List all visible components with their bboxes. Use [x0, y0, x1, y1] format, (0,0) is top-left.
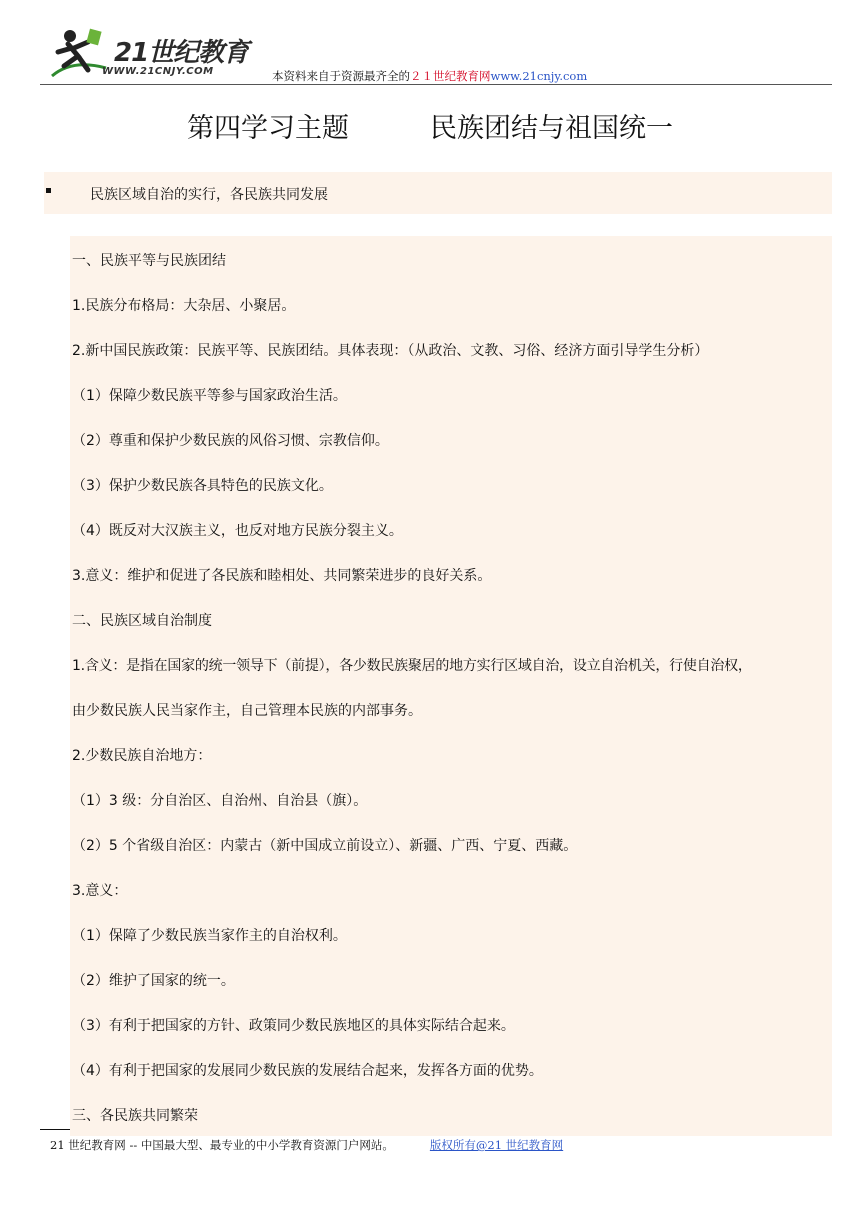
logo-text: 21世纪教育 [114, 38, 249, 68]
footer-copyright-link[interactable]: 版权所有@21 世纪教育网 [429, 1138, 564, 1152]
header-note-prefix: 本资料来自于资源最齐全的 [272, 69, 410, 83]
content-line: （3）有利于把国家的方针、政策同少数民族地区的具体实际结合起来。 [72, 1018, 515, 1034]
content-line: 3.意义： [72, 883, 128, 899]
header-note-brand[interactable]: ２１世纪教育网 [410, 69, 491, 83]
content-line: 2.新中国民族政策：民族平等、民族团结。具体表现：（从政治、文教、习俗、经济方面引导学生分析） [72, 343, 709, 359]
site-logo [44, 26, 254, 82]
content-line: （2）维护了国家的统一。 [72, 973, 235, 989]
content-line: 2.少数民族自治地方： [72, 748, 212, 764]
page-title: 第四学习主题 民族团结与祖国统一 [187, 113, 673, 144]
section-heading-box [44, 172, 832, 214]
content-line: 3.意义：维护和促进了各民族和睦相处、共同繁荣进步的良好关系。 [72, 568, 492, 584]
content-line: （1）保障少数民族平等参与国家政治生活。 [72, 388, 347, 404]
content-line: （1）3 级：分自治区、自治州、自治县（旗）。 [72, 793, 368, 809]
content-line: 一、民族平等与民族团结 [72, 253, 226, 269]
content-line: （4）既反对大汉族主义，也反对地方民族分裂主义。 [72, 523, 403, 539]
content-line: （4）有利于把国家的发展同少数民族的发展结合起来，发挥各方面的优势。 [72, 1063, 543, 1079]
content-line: 由少数民族人民当家作主，自己管理本民族的内部事务。 [72, 703, 422, 719]
footer-mark [40, 1129, 70, 1130]
content-line: （1）保障了少数民族当家作主的自治权利。 [72, 928, 347, 944]
header-divider [40, 84, 832, 85]
page-footer [50, 1137, 563, 1153]
bullet-icon [46, 188, 51, 193]
content-line: 三、各民族共同繁荣 [72, 1108, 198, 1124]
footer-text: 21 世纪教育网 -- 中国最大型、最专业的中小学教育资源门户网站。 [50, 1138, 394, 1152]
content-line: （2）5 个省级自治区：内蒙古（新中国成立前设立）、新疆、广西、宁夏、西藏。 [72, 838, 578, 854]
header-note-url[interactable]: www.21cnjy.com [490, 69, 588, 83]
content-line: （2）尊重和保护少数民族的风俗习惯、宗教信仰。 [72, 433, 389, 449]
logo-url: WWW.21CNJY.COM [102, 66, 214, 77]
content-line: 1.民族分布格局：大杂居、小聚居。 [72, 298, 296, 314]
content-line: 1.含义：是指在国家的统一领导下（前提），各少数民族聚居的地方实行区域自治，设立自治机关，行使自治权， [72, 658, 752, 674]
content-line: （3）保护少数民族各具特色的民族文化。 [72, 478, 333, 494]
header-source-note [272, 68, 587, 84]
content-line: 二、民族区域自治制度 [72, 613, 212, 629]
content-box [70, 236, 832, 1136]
section-heading: 民族区域自治的实行，各民族共同发展 [90, 187, 328, 203]
